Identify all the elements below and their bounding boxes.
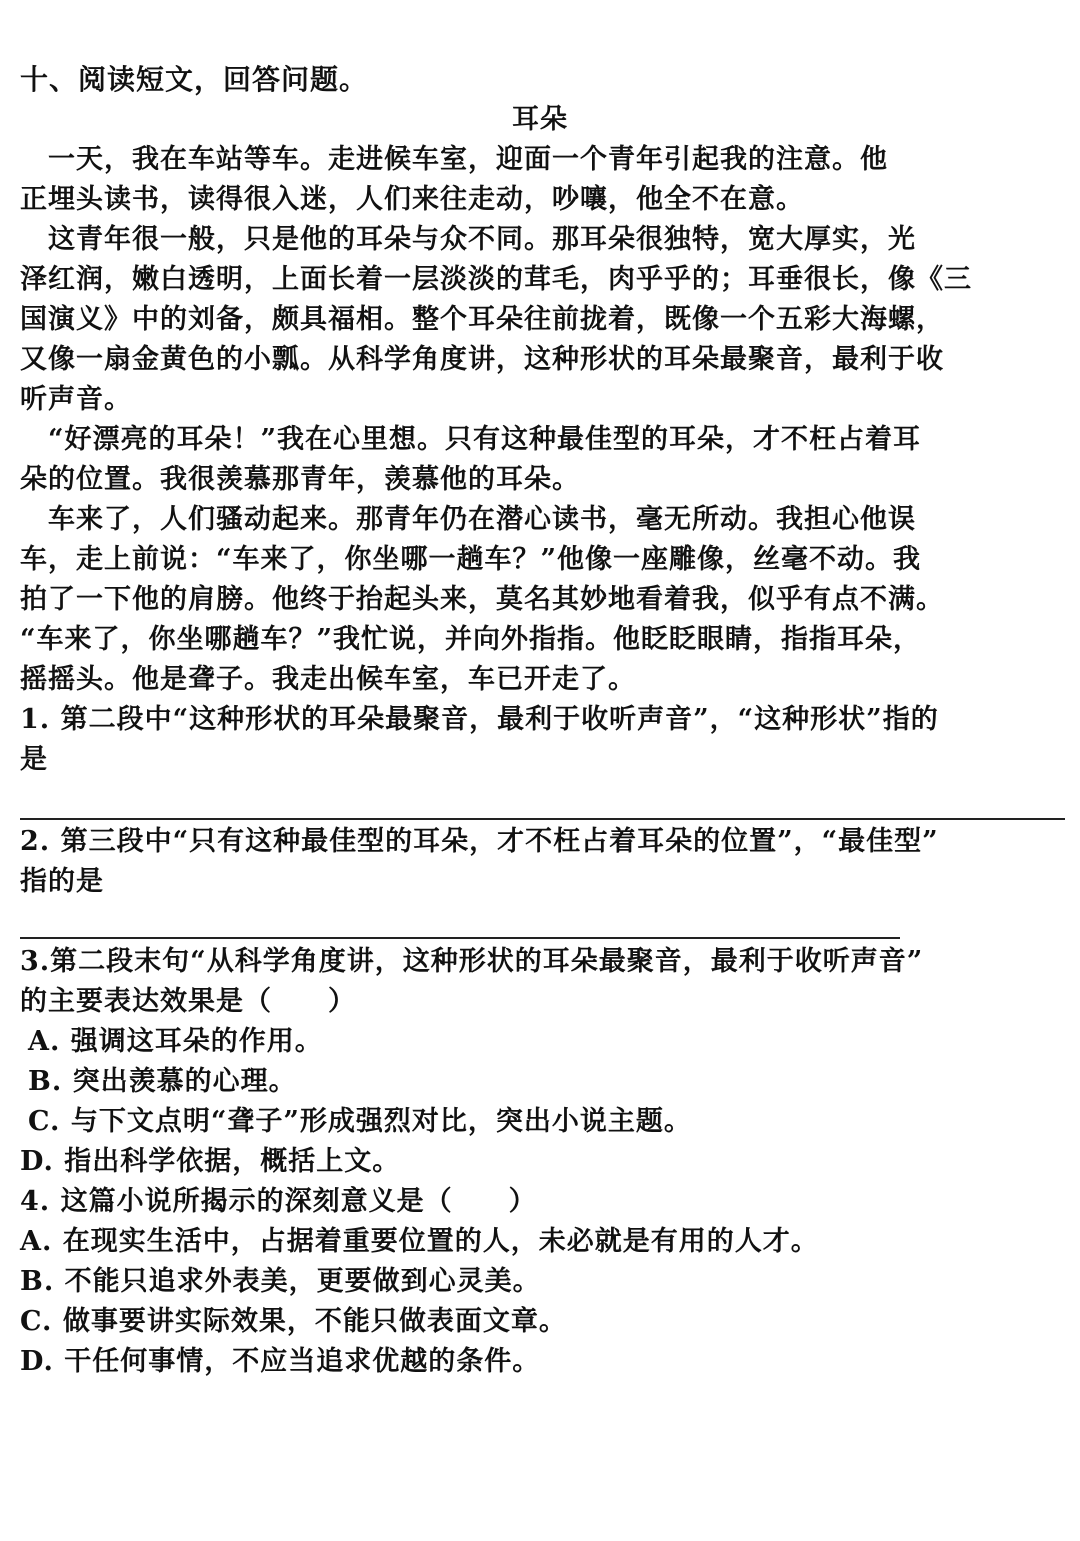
question-4-option-b[interactable]: B. 不能只追求外表美，更要做到心灵美。 xyxy=(20,1266,541,1297)
story-line: “车来了，你坐哪趟车？”我忙说，并向外指指。他眨眨眼睛，指指耳朵， xyxy=(20,624,922,655)
question-3-text-cont: 的主要表达效果是（ ） xyxy=(20,986,356,1017)
question-2-text-cont: 指的是 xyxy=(20,866,104,897)
story-line: 泽红润，嫩白透明，上面长着一层淡淡的茸毛，肉乎乎的；耳垂很长，像《三 xyxy=(20,264,972,295)
story-line: 一天，我在车站等车。走进候车室，迎面一个青年引起我的注意。他 xyxy=(20,144,888,175)
question-3-option-d[interactable]: D. 指出科学依据，概括上文。 xyxy=(20,1146,401,1177)
story-line: 又像一扇金黄色的小瓢。从科学角度讲，这种形状的耳朵最聚音，最利于收 xyxy=(20,344,944,375)
story-line: 国演义》中的刘备，颇具福相。整个耳朵往前拢着，既像一个五彩大海螺， xyxy=(20,304,944,335)
story-title: 耳朵 xyxy=(512,104,568,135)
question-3-option-a[interactable]: A. 强调这耳朵的作用。 xyxy=(28,1026,323,1057)
story-line: 车，走上前说：“车来了，你坐哪一趟车？”他像一座雕像，丝毫不动。我 xyxy=(20,544,922,575)
answer-blank-1[interactable] xyxy=(20,818,1065,820)
question-2-text: 2. 第三段中“只有这种最佳型的耳朵，才不枉占着耳朵的位置”，“最佳型” xyxy=(20,826,939,857)
answer-blank-2[interactable] xyxy=(20,937,900,939)
question-3-option-b[interactable]: B. 突出羡慕的心理。 xyxy=(28,1066,297,1097)
question-1-text: 1. 第二段中“这种形状的耳朵最聚音，最利于收听声音”，“这种形状”指的 xyxy=(20,704,939,735)
story-line: 朵的位置。我很羡慕那青年，羡慕他的耳朵。 xyxy=(20,464,580,495)
question-4-text: 4. 这篇小说所揭示的深刻意义是（ ） xyxy=(20,1186,537,1217)
section-heading: 十、阅读短文，回答问题。 xyxy=(20,63,369,96)
story-line: 听声音。 xyxy=(20,384,132,415)
question-4-option-d[interactable]: D. 干任何事情，不应当追求优越的条件。 xyxy=(20,1346,541,1377)
story-line: 拍了一下他的肩膀。他终于抬起头来，莫名其妙地看着我，似乎有点不满。 xyxy=(20,584,944,615)
question-3-text: 3.第二段末句“从科学角度讲，这种形状的耳朵最聚音，最利于收听声音” xyxy=(20,946,924,977)
question-4-option-c[interactable]: C. 做事要讲实际效果，不能只做表面文章。 xyxy=(20,1306,567,1337)
question-1-text-cont: 是 xyxy=(20,744,48,775)
story-line: 车来了，人们骚动起来。那青年仍在潜心读书，毫无所动。我担心他误 xyxy=(20,504,916,535)
story-line: 正埋头读书，读得很入迷，人们来往走动，吵嚷，他全不在意。 xyxy=(20,184,804,215)
question-3-option-c[interactable]: C. 与下文点明“聋子”形成强烈对比，突出小说主题。 xyxy=(28,1106,692,1137)
story-line: 这青年很一般，只是他的耳朵与众不同。那耳朵很独特，宽大厚实，光 xyxy=(20,224,916,255)
story-line: “好漂亮的耳朵！”我在心里想。只有这种最佳型的耳朵，才不枉占着耳 xyxy=(20,424,922,455)
story-line: 摇摇头。他是聋子。我走出候车室，车已开走了。 xyxy=(20,664,636,695)
question-4-option-a[interactable]: A. 在现实生活中，占据着重要位置的人，未必就是有用的人才。 xyxy=(20,1226,819,1257)
